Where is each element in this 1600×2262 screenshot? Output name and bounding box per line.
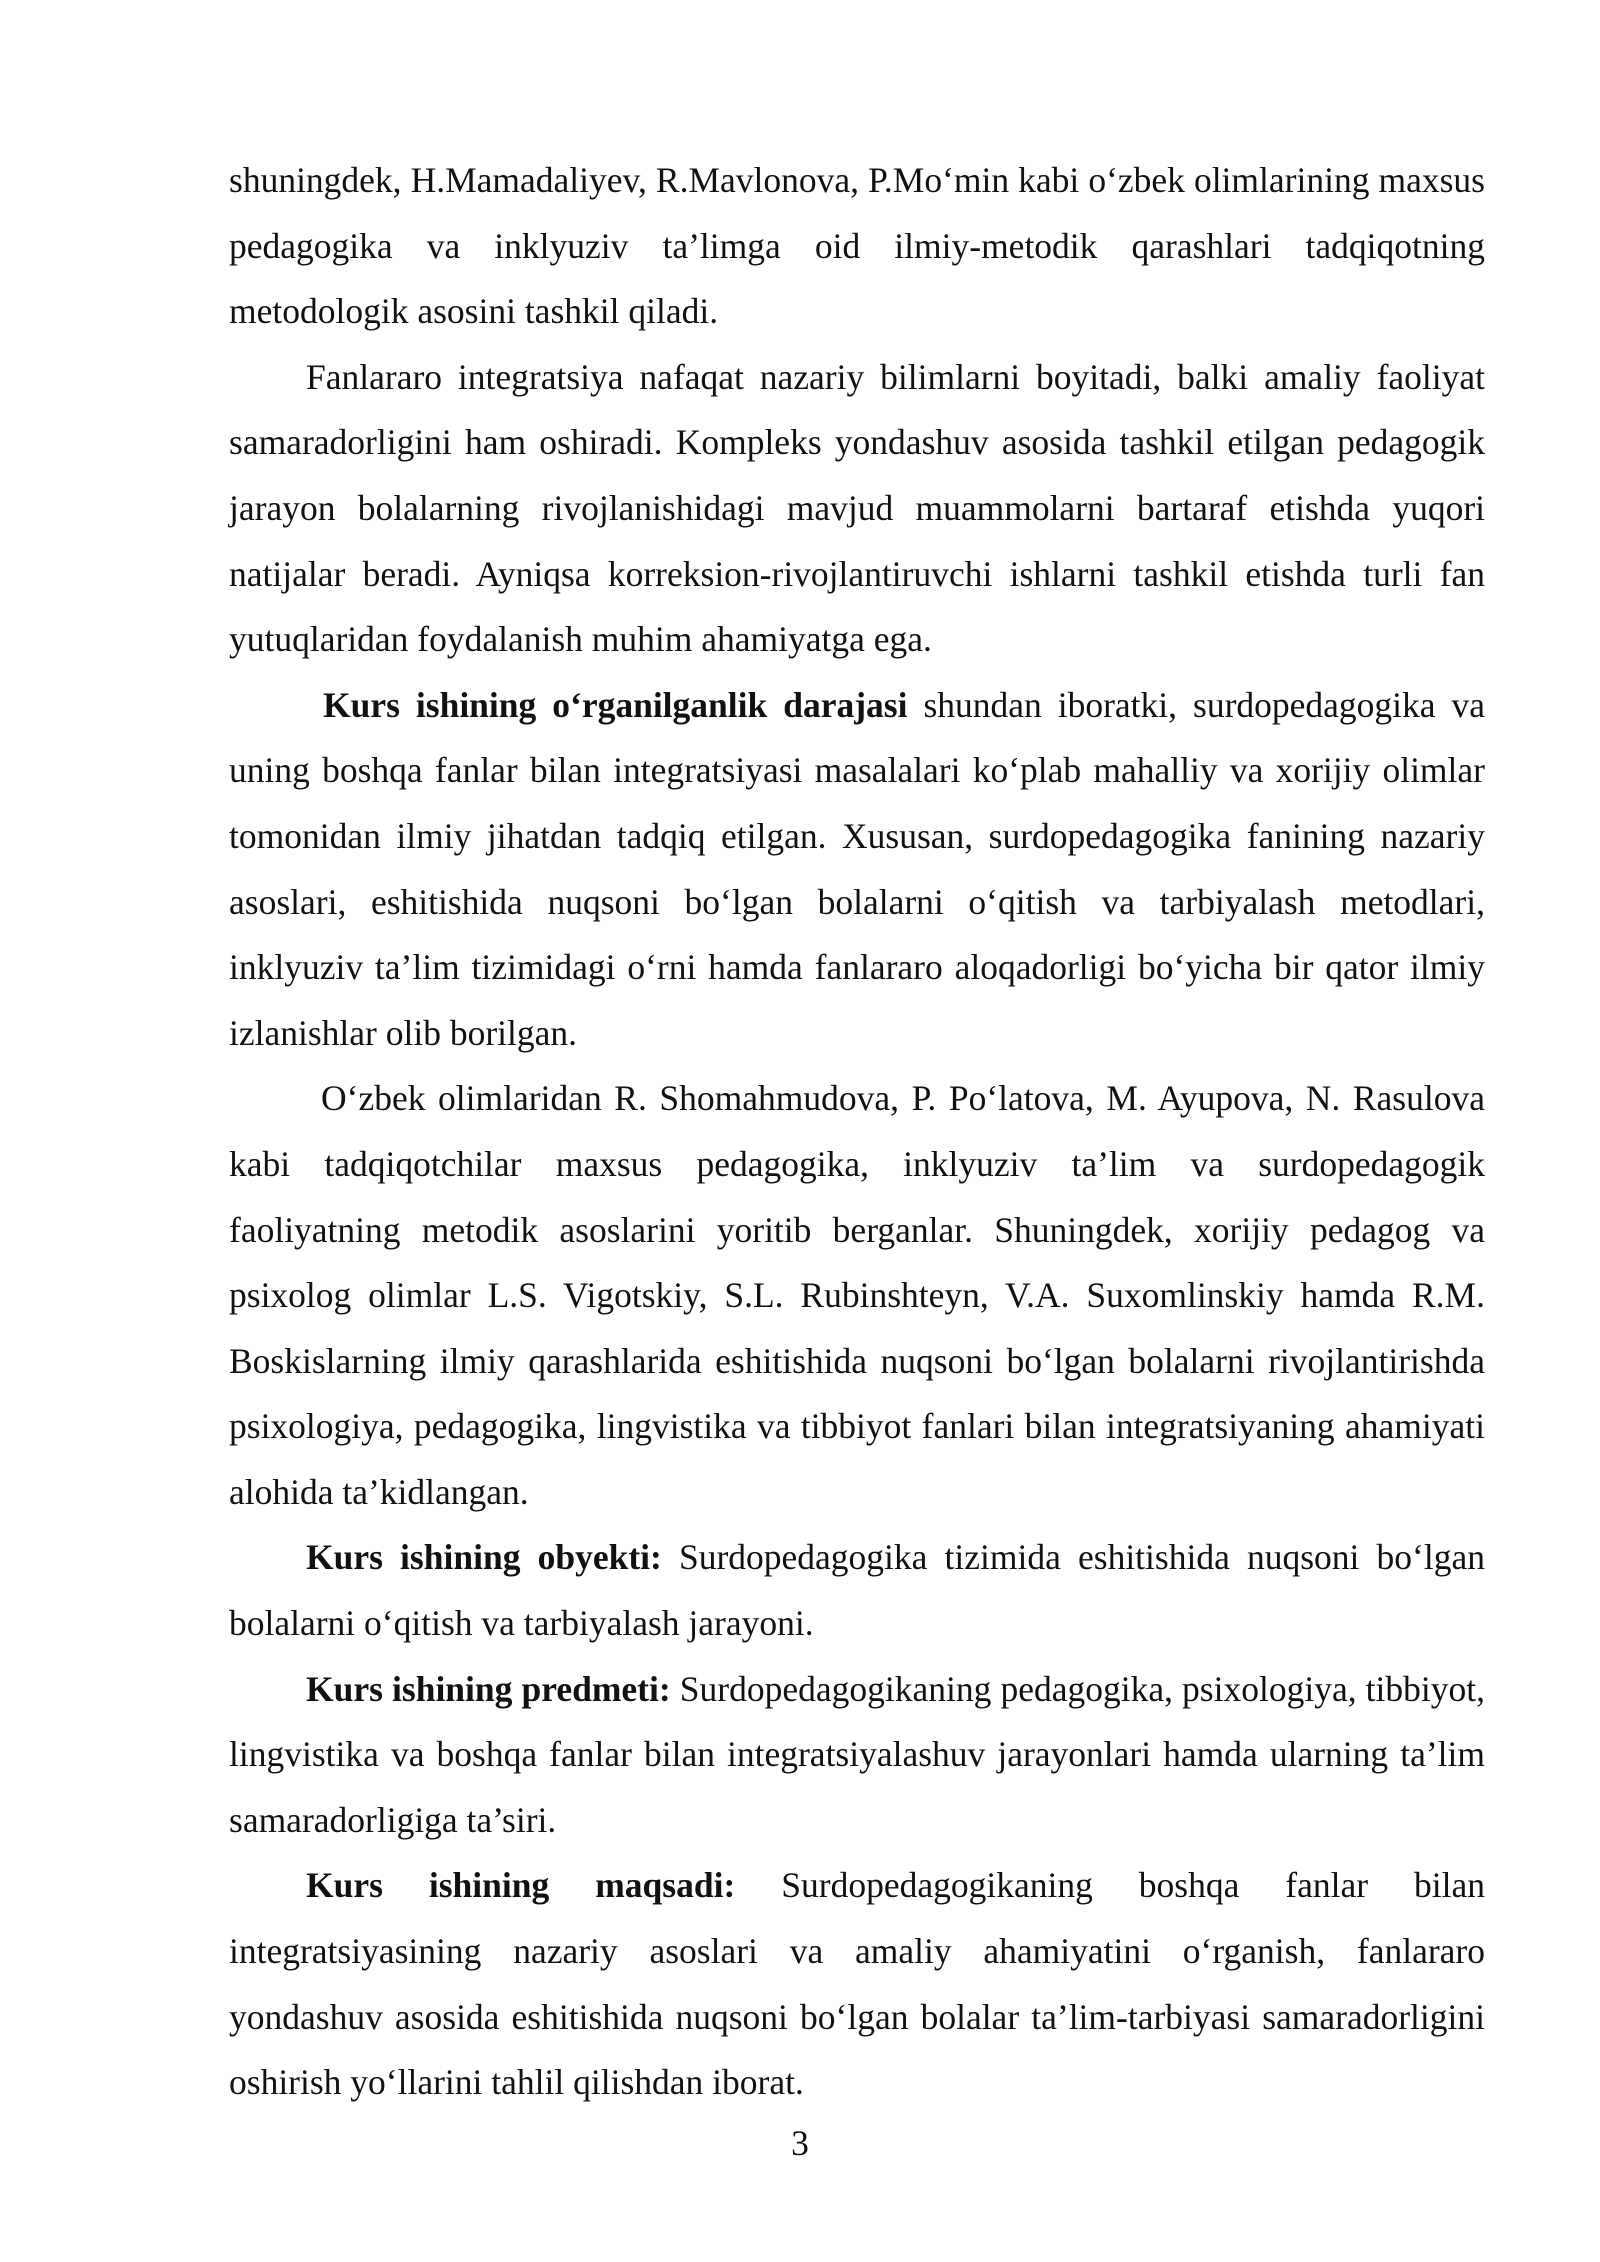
paragraph-label: Kurs ishining maqsadi: xyxy=(306,1865,736,1906)
paragraph-text: shundan iboratki, surdopedagogika va uning boshqa fanlar bilan integratsiyasi masalalari ko‘plab mahalliy va xorijiy olimlar tomonidan ilmiy jihatdan tadqiq etilgan. Xususan, surdopedagogika fanining nazariy asoslari, eshitishida nuqsoni bo‘lgan bolalarni o‘qitish va tarbiyalash metodlari, inklyuziv ta’lim tizimidagi o‘rni hamda fanlararo aloqadorligi bo‘yicha bir qator ilmiy izlanishlar olib borilgan. xyxy=(229,684,1485,1053)
paragraph-text: Surdopedagogikaning pedagogika, psixologiya, tibbiyot, lingvistika va boshqa fanlar bilan integratsiyalashuv jarayonlari hamda ularning ta’lim samaradorligiga ta’siri. xyxy=(229,1668,1485,1840)
paragraph-text: Surdopedagogikaning boshqa fanlar bilan integratsiyasining nazariy asoslari va amaliy ahamiyatini o‘rganish, fanlararo yondashuv asosida eshitishida nuqsoni bo‘lgan bolalar ta’lim-tarbiyasi samaradorligini oshirish yo‘llarini tahlil qilishdan iborat. xyxy=(229,1865,1486,2103)
paragraph-label: Kurs ishining obyekti: xyxy=(306,1537,662,1578)
page-number: 3 xyxy=(791,2123,809,2163)
paragraph-label: Kurs ishining o‘rganilganlik darajasi xyxy=(323,684,908,725)
paragraph-label: Kurs ishining predmeti: xyxy=(306,1668,671,1709)
paragraph-study-degree xyxy=(229,673,1485,1067)
paragraph-text: Surdopedagogika tizimida eshitishida nuqsoni bo‘lgan bolalarni o‘qitish va tarbiyalash jarayoni. xyxy=(229,1537,1485,1644)
paragraph-methodology-continuation xyxy=(229,148,1485,345)
paragraph-course-object xyxy=(229,1525,1485,1656)
paragraph-interdisciplinary-integration xyxy=(229,345,1485,673)
document-page xyxy=(229,148,1485,2116)
paragraph-course-subject xyxy=(229,1657,1485,1854)
paragraph-text: Fanlararo integratsiya nafaqat nazariy bilimlarni boyitadi, balki amaliy faoliyat samaradorligini ham oshiradi. Kompleks yondashuv asosida tashkil etilgan pedagogik jarayon bolalarning rivojlanishidagi mavjud muammolarni bartaraf etishda yuqori natijalar beradi. Ayniqsa korreksion-rivojlantiruvchi ishlarni tashkil etishda turli fan yutuqlaridan foydalanish muhim ahamiyatga ega. xyxy=(229,356,1485,660)
paragraph-uzbek-scholars xyxy=(229,1066,1485,1525)
paragraph-text: shuningdek, H.Mamadaliyev, R.Mavlonova, P.Mo‘min kabi o‘zbek olimlarining maxsus pedagogika va inklyuziv ta’limga oid ilmiy-metodik qarashlari tadqiqotning metodologik asosini tashkil qiladi. xyxy=(229,160,1485,332)
paragraph-course-goal xyxy=(229,1853,1485,2115)
paragraph-text: O‘zbek olimlaridan R. Shomahmudova, P. Po‘latova, M. Ayupova, N. Rasulova kabi tadqiqotchilar maxsus pedagogika, inklyuziv ta’lim va surdopedagogik faoliyatning metodik asoslarini yoritib berganlar. Shuningdek, xorijiy pedagog va psixolog olimlar L.S. Vigotskiy, S.L. Rubinshteyn, V.A. Suxomlinskiy hamda R.M. Boskislarning ilmiy qarashlarida eshitishida nuqsoni bo‘lgan bolalarni rivojlantirishda psixologiya, pedagogika, lingvistika va tibbiyot fanlari bilan integratsiyaning ahamiyati alohida ta’kidlangan. xyxy=(229,1078,1485,1512)
